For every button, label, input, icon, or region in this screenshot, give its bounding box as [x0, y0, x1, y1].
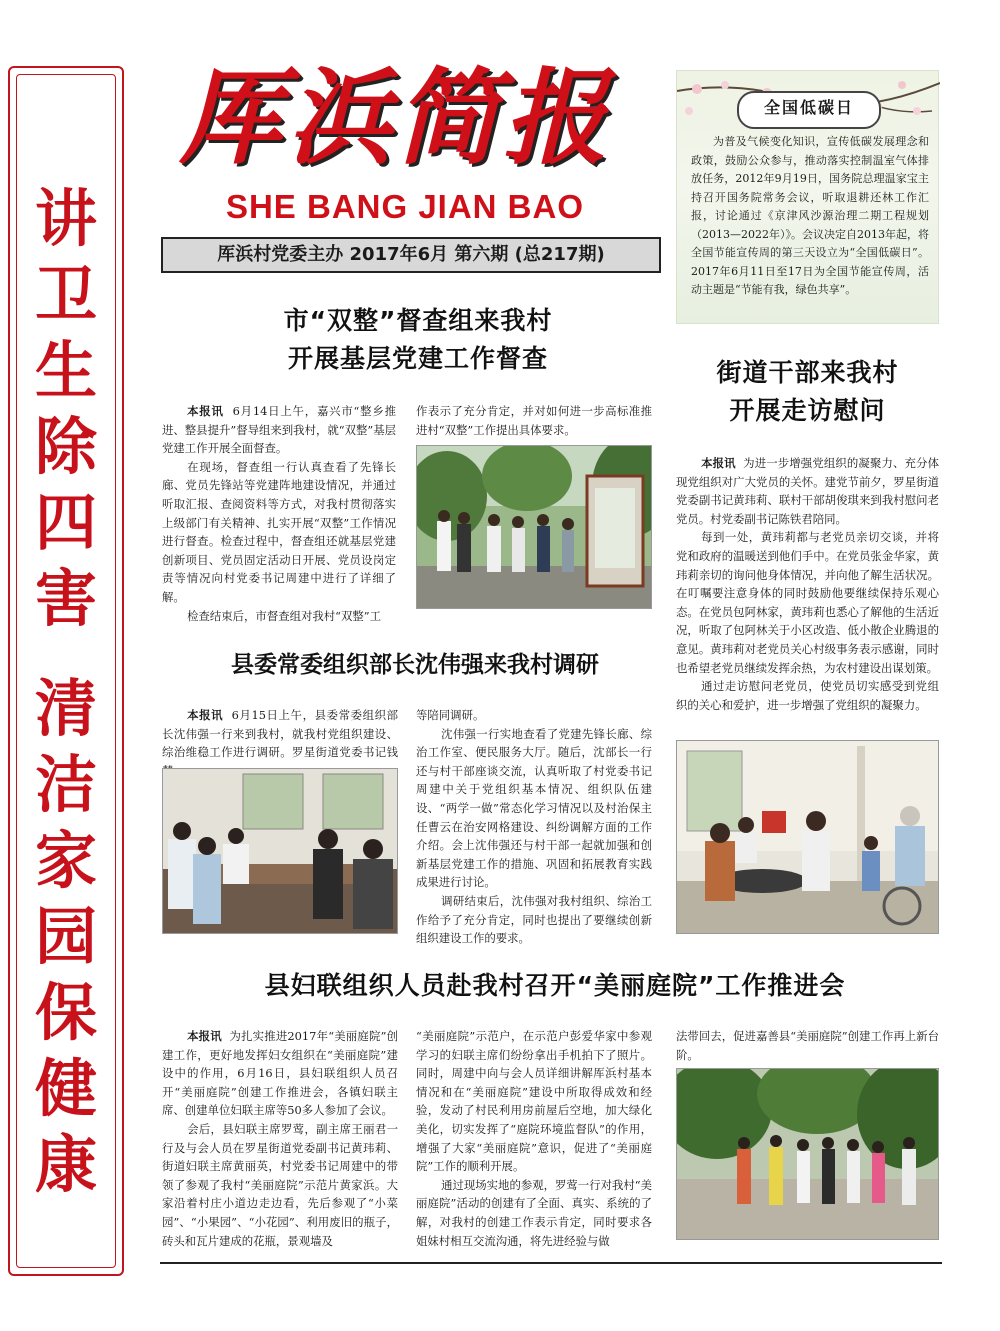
article4-p3: “美丽庭院”示范户，在示范户彭爱华家中参观学习的妇联主席们纷纷拿出手机拍下了照片。同时，周建中向与会人员详细讲解厍浜村基本情况和在“美丽庭院”建设中所取得成效和经验，发动了村民利用房前屋后空地，加大绿化美化，切实发挥了“庭院环境监督队”的作用，增强了大家“美丽庭院”意识，促进了“美丽庭院”工作的顺利开展。: [416, 1029, 652, 1174]
article4-p1: 为扎实推进2017年“美丽庭院”创建工作，更好地发挥妇女组织在“美丽庭院”建设中的作用，6月16日，县妇联组织人员召开“美丽庭院”创建工作推进会，各镇妇联主席、创建单位妇联主席等50多人参加了会议。: [162, 1029, 398, 1118]
article4-col3: [676, 1027, 939, 1064]
article1-p2: 在现场，督查组一行认真查看了先锋长廊、党员先锋站等党建阵地建设情况，并通过听取汇报、查阅资料等方式，对我村贯彻落实上级部门有关精神、扎实开展“双整”工作情况进行督查。检查过程中，督查组还就基层党建创新项目、党员固定活动日开展、党员设岗定责等情况向村党委书记周建中进行了详细了解。: [162, 459, 396, 604]
article4-col2: [416, 1027, 652, 1250]
article1-lead: 本报讯: [187, 404, 224, 418]
slogan-char: 园: [34, 900, 97, 973]
article2-lead: 本报讯: [701, 456, 736, 470]
article4-lead: 本报讯: [187, 1029, 222, 1043]
article3-p3: 沈伟强一行实地查看了党建先锋长廊、综治工作室、便民服务大厅。随后，沈部长一行还与村干部座谈交流，认真听取了村党委书记周建中关于党组织基本情况、组织队伍建设、“两学一做”常态化学习情况以及村治保主任曹云在治安网格建设、纠纷调解方面的工作介绍。会上沈伟强还与村干部一起就加强和创新基层党建工作的措施、巩固和拓展教育实践成果进行讨论。: [416, 726, 652, 890]
article2-p2: 每到一处，黄玮莉都与老党员亲切交谈，并将党和政府的温暖送到他们手中。在党员张金华家，黄玮莉亲切的询问他身体情况，并向他了解生活状况。在叮嘱要注意身体的同时鼓励他要继续保持乐观心态。在党员包阿林家，黄玮莉也悉心了解他的生活近况，听取了包阿林关于小区改造、低小散企业腾退的意见。黄玮莉对老党员关心村级事务表示感谢，同时也希望老党员继续发挥余热，为农村建设出谋划策。: [676, 530, 939, 675]
article1-headline-line2: 开展基层党建工作督查: [287, 344, 548, 373]
article1-p1: 6月14日上午，嘉兴市“整乡推进、整县提升”督导组来到我村，就“双整”基层党建工作开展全面督查。: [162, 404, 396, 456]
visit-photo-illustration: [677, 741, 939, 934]
slogan-char: 康: [34, 1128, 97, 1201]
slogan-char: 卫: [34, 258, 97, 331]
low-carbon-title: 全国低碳日: [737, 91, 881, 129]
masthead-title: 厍浜简报: [178, 56, 611, 179]
slogan-char: 健: [34, 1052, 97, 1125]
slogan-char: 害: [34, 562, 97, 635]
slogan-char: 保: [34, 976, 97, 1049]
slogan-bottom: [10, 672, 122, 1210]
masthead: [160, 56, 630, 196]
article3-photo: [162, 768, 398, 934]
article1-headline-line1: 市“双整”督查组来我村: [283, 306, 553, 335]
slogan-char: 洁: [34, 748, 97, 821]
article1-photo: [416, 445, 652, 609]
article2-p1: 为进一步增强党组织的凝聚力、充分体现党组织对广大党员的关怀。建党节前夕，罗星街道党委副书记黄玮莉、联村干部胡俊琪来到我村慰问老党员。村党委副书记陈铁君陪同。: [676, 456, 939, 526]
article1-col2: [416, 402, 652, 439]
article2-headline-line2: 开展走访慰问: [729, 396, 886, 425]
article3-p1: 6月15日上午，县委常委组织部长沈伟强一行来到我村，就我村党组织建设、综治维稳工作进行调研。罗星街道党委书记钱: [162, 708, 398, 760]
article3-p2: 等陪同调研。: [416, 708, 485, 722]
slogan-top: [10, 182, 122, 644]
masthead-pinyin: SHE BANG JIAN BAO: [225, 188, 585, 225]
article2-p3: 通过走访慰问老党员，使党员切实感受到党组织的关心和爱护，进一步增强了党组织的凝聚力。: [676, 679, 939, 712]
article1-p3: 检查结束后，市督查组对我村“双整”工: [187, 608, 381, 623]
low-carbon-text: 为普及气候变化知识，宣传低碳发展理念和政策，鼓励公众参与，推动落实控制温室气体排放任务，2012年9月19日，国务院总理温家宝主持召开国务院常务会议，听取退耕还林工作汇报，讨论通过《京津风沙源治理二期工程规划（2013—2022年）》。会议决定自2013年起，将全国节能宣传周的第三天设立为“全国低碳日”。2017年6月11日至17日为全国节能宣传周，活动主题是“节能有我，绿色共享”。: [691, 135, 929, 296]
slogan-char: 除: [34, 410, 97, 483]
article4-p2: 会后，县妇联主席罗莺，副主席王丽君一行及与会人员在罗星街道党委副书记黄玮莉、街道妇联主席黄丽英，村党委书记周建中的带领了参观了我村“美丽庭院”示范片黄家浜。大家沿着村庄小道边走边看，先后参观了“小菜园”、“小果园”、“小花园”、利用废旧的瓶子，砖头和瓦片建成的花瓶，景观墙及: [162, 1121, 398, 1248]
inspection-photo-illustration: [417, 446, 652, 609]
article1-col1: [162, 402, 396, 625]
meeting-photo-illustration: [163, 769, 398, 934]
slogan-char: 生: [34, 334, 97, 407]
article4-photo: [676, 1068, 939, 1240]
article4-col1: [162, 1027, 398, 1250]
article3-p4: 调研结束后，沈伟强对我村组织、综治工作给予了充分肯定，同时也提出了要继续创新组织建设工作的要求。: [416, 893, 652, 946]
garden-visit-photo-illustration: [677, 1069, 939, 1240]
article2-photo: [676, 740, 939, 934]
article3-col2: [416, 706, 652, 948]
article2-headline: [676, 354, 939, 430]
slogan-char: 家: [34, 824, 97, 897]
issue-info-bar: 厍浜村党委主办 2017年6月 第六期 (总217期): [161, 237, 661, 273]
article4-p4: 通过现场实地的参观，罗莺一行对我村“美丽庭院”活动的创建有了全面、真实、系统的了解，对我村的创建工作表示肯定，同时要求各姐妹村相互交流沟通，将先进经验与做: [416, 1177, 652, 1248]
slogan-char: 四: [34, 486, 97, 559]
article4-headline: 县妇联组织人员赴我村召开“美丽庭院”工作推进会: [264, 971, 846, 1000]
slogan-char: 清: [34, 672, 97, 745]
bottom-rule: [160, 1262, 942, 1264]
article2-headline-line1: 街道干部来我村: [716, 358, 899, 387]
article4-p5: 法带回去，促进嘉善县“美丽庭院”创建工作再上新台阶。: [676, 1029, 939, 1062]
article2-body: [676, 454, 939, 714]
article1-p4: 作表示了充分肯定，并对如何进一步高标准推进村“双整”工作提出具体要求。: [416, 404, 652, 437]
slogan-panel: [8, 66, 124, 1276]
slogan-char: 讲: [34, 182, 97, 255]
article3-lead: 本报讯: [187, 708, 224, 722]
article1-headline: [168, 302, 668, 378]
article3-headline: 县委常委组织部长沈伟强来我村调研: [231, 652, 599, 678]
low-carbon-box: [676, 70, 939, 324]
